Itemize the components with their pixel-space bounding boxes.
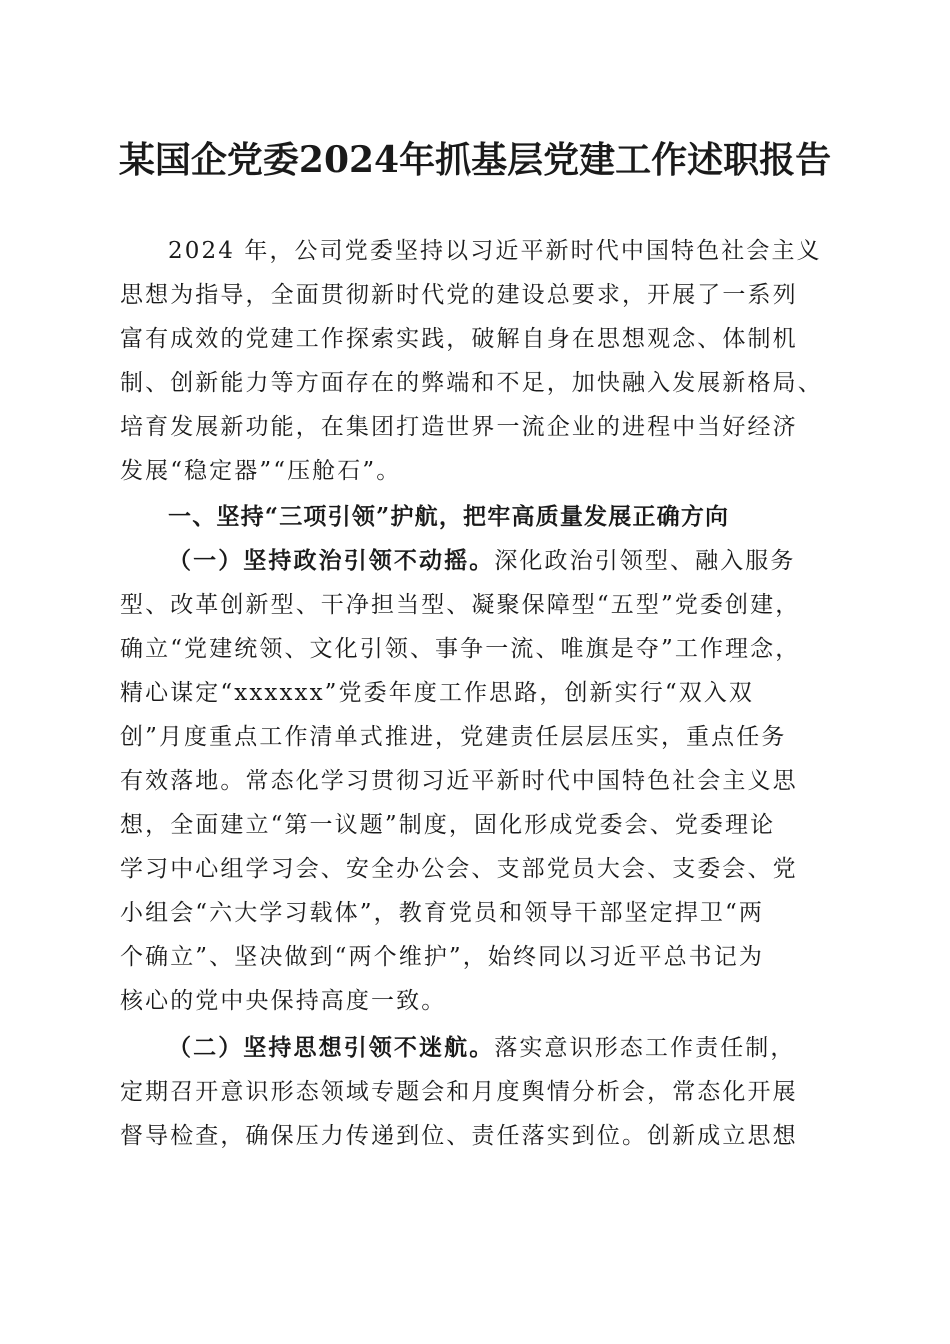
- intro-line: 2024 年，公司党委坚持以习近平新时代中国特色社会主义: [168, 238, 822, 264]
- paragraph-line: [168, 541, 832, 581]
- intro-line: 制、创新能力等方面存在的弊端和不足，加快融入发展新格局、: [120, 370, 823, 396]
- paragraph-text: 落实意识形态工作责任制，: [494, 1035, 796, 1061]
- subsection-heading: （一）坚持政治引领不动摇。: [168, 547, 495, 574]
- paragraph-line: 督导检查，确保压力传递到位、责任落实到位。创新成立思想: [120, 1123, 798, 1149]
- paragraph-line: 定期召开意识形态领域专题会和月度舆情分析会，常态化开展: [120, 1079, 798, 1105]
- paragraph-line: 精心谋定“xxxxxx”党委年度工作思路，创新实行“双入双: [120, 680, 755, 706]
- paragraph-line: 核心的党中央保持高度一致。: [120, 988, 447, 1014]
- intro-line: 富有成效的党建工作探索实践，破解自身在思想观念、体制机: [120, 326, 798, 352]
- paragraph-line: 确立“党建统领、文化引领、事争一流、唯旗是夺”工作理念，: [120, 636, 801, 662]
- paragraph-line: [168, 1028, 832, 1068]
- intro-line: 培育发展新功能，在集团打造世界一流企业的进程中当好经济: [120, 414, 798, 440]
- intro-line: 发展“稳定器”“压舱石”。: [120, 458, 402, 484]
- paragraph-line: 有效落地。常态化学习贯彻习近平新时代中国特色社会主义思: [120, 768, 798, 794]
- paragraph-text: 深化政治引领型、融入服务: [494, 548, 796, 574]
- paragraph-line: 学习中心组学习会、安全办公会、支部党员大会、支委会、党: [120, 856, 798, 882]
- document-title: 某国企党委2024年抓基层党建工作述职报告: [118, 139, 832, 181]
- section-heading: 一、坚持“三项引领”护航，把牢高质量发展正确方向: [168, 503, 730, 530]
- paragraph-line: 创”月度重点工作清单式推进，党建责任层层压实，重点任务: [120, 724, 787, 750]
- paragraph-line: 个确立”、坚决做到“两个维护”，始终同以习近平总书记为: [120, 944, 764, 970]
- paragraph-line: 小组会“六大学习载体”，教育党员和领导干部坚定捍卫“两: [120, 900, 764, 926]
- paragraph-line: 型、改革创新型、干净担当型、凝聚保障型“五型”党委创建，: [120, 592, 801, 618]
- paragraph-line: 想，全面建立“第一议题”制度，固化形成党委会、党委理论: [120, 812, 776, 838]
- intro-line: 思想为指导，全面贯彻新时代党的建设总要求，开展了一系列: [120, 282, 798, 308]
- subsection-heading: （二）坚持思想引领不迷航。: [168, 1034, 495, 1061]
